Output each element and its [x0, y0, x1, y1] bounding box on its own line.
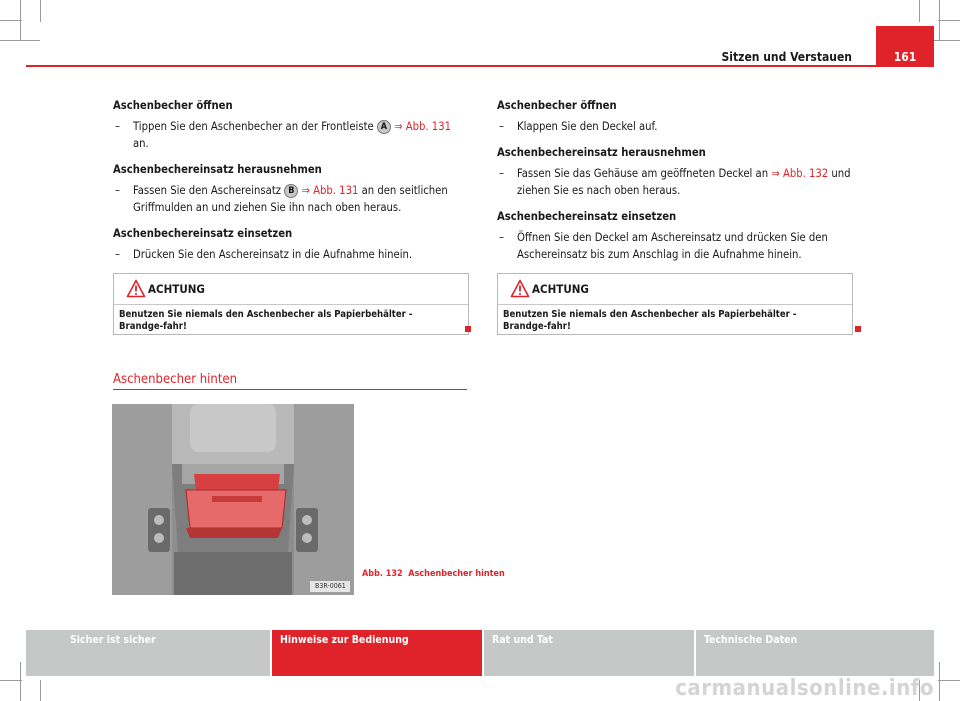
list-item — [497, 118, 852, 135]
warning-header — [498, 274, 852, 305]
watermark: carmanualsonline.info — [675, 676, 934, 701]
warning-header — [114, 274, 468, 305]
crop-mark — [939, 662, 940, 701]
footer-tab-label: Sicher ist sicher — [70, 634, 156, 646]
warning-title: ACHTUNG — [532, 282, 589, 296]
list-item — [497, 229, 852, 263]
caption-label: Abb. 132 — [362, 569, 403, 579]
heading: Aschenbechereinsatz einsetzen — [113, 227, 293, 240]
list-item-text: Klappen Sie den Deckel auf. — [517, 120, 658, 133]
crop-mark — [938, 680, 960, 681]
warning-box — [497, 273, 853, 335]
header-title: Sitzen und Verstauen — [721, 50, 852, 64]
left-column — [113, 97, 468, 263]
crop-mark — [20, 662, 21, 701]
footer-tab-label: Hinweise zur Bedienung — [280, 634, 409, 646]
dash: – — [499, 231, 505, 244]
figure-ref-link[interactable]: ⇒ Abb. 132 — [771, 167, 829, 180]
dash: – — [499, 120, 505, 133]
list-item — [113, 118, 468, 152]
footer-tab-rat[interactable] — [484, 630, 694, 676]
dash: – — [115, 248, 121, 261]
footer-tab-label: Rat und Tat — [492, 634, 553, 646]
heading: Aschenbecher öffnen — [497, 99, 617, 112]
crop-mark — [0, 20, 22, 21]
warning-triangle-icon — [510, 279, 530, 298]
figure-ref-link[interactable]: ⇒ Abb. 131 — [301, 184, 359, 197]
list-item-text: und ziehen Sie es nach oben heraus. — [517, 167, 851, 197]
list-item-text: an. — [133, 137, 149, 150]
warning-text: Benutzen Sie niemals den Aschenbecher als Papierbehälter - Brandge-fahr! — [503, 309, 797, 332]
list-item — [497, 165, 852, 199]
warning-title: ACHTUNG — [148, 282, 205, 296]
warning-triangle-icon — [126, 279, 146, 298]
section-end-mark — [855, 326, 861, 332]
warning-text: Benutzen Sie niemals den Aschenbecher als Papierbehälter - Brandge-fahr! — [119, 309, 413, 332]
caption-text: Aschenbecher hinten — [408, 569, 505, 579]
list-item — [113, 246, 468, 263]
callout-badge: A — [377, 120, 391, 134]
list-item-text: Fassen Sie den Aschereinsatz — [133, 184, 282, 197]
list-item-text: an den seitlichen Griffmulden an und ziehen Sie ihn nach oben heraus. — [133, 184, 448, 214]
dash: – — [499, 167, 505, 180]
footer-tab-label: Technische Daten — [704, 634, 798, 646]
crop-mark — [938, 20, 960, 21]
heading: Aschenbechereinsatz einsetzen — [497, 210, 677, 223]
heading: Aschenbechereinsatz herausnehmen — [497, 146, 706, 159]
warning-box — [113, 273, 469, 335]
dash: – — [115, 120, 121, 133]
footer-tab-technische[interactable] — [696, 630, 934, 676]
header-rule — [26, 65, 934, 67]
footer-tab-sicher[interactable] — [26, 630, 270, 676]
crop-mark — [0, 40, 40, 41]
figure-image — [112, 404, 354, 595]
list-item-text: Öffnen Sie den Deckel am Aschereinsatz und drücken Sie den Aschereinsatz bis zum Anschlag in die Aufnahme hinein. — [517, 231, 828, 261]
heading: Aschenbechereinsatz herausnehmen — [113, 163, 322, 176]
crop-mark — [20, 0, 21, 40]
list-item-text: Fassen Sie das Gehäuse am geöffneten Deckel an — [517, 167, 769, 180]
footer-tab-hinweise[interactable] — [272, 630, 482, 676]
figure-caption — [362, 568, 505, 580]
section-title: Aschenbecher hinten — [113, 372, 238, 387]
section-rule — [113, 389, 467, 390]
right-column — [497, 97, 852, 263]
callout-badge: B — [284, 184, 298, 198]
page-number: 161 — [893, 50, 917, 64]
section-end-mark — [465, 326, 471, 332]
crop-mark — [0, 680, 22, 681]
image-code: B3R-0061 — [315, 582, 346, 590]
crop-mark — [939, 0, 940, 40]
crop-mark — [919, 0, 920, 22]
crop-mark — [40, 0, 41, 22]
list-item — [113, 182, 468, 216]
figure-ref-link[interactable]: ⇒ Abb. 131 — [394, 120, 452, 133]
list-item-text: Drücken Sie den Aschereinsatz in die Aufnahme hinein. — [133, 248, 413, 261]
crop-mark — [40, 680, 41, 701]
list-item-text: Tippen Sie den Aschenbecher an der Frontleiste — [133, 120, 374, 133]
dash: – — [115, 184, 121, 197]
rear-ashtray-illustration — [112, 404, 354, 595]
heading: Aschenbecher öffnen — [113, 99, 233, 112]
